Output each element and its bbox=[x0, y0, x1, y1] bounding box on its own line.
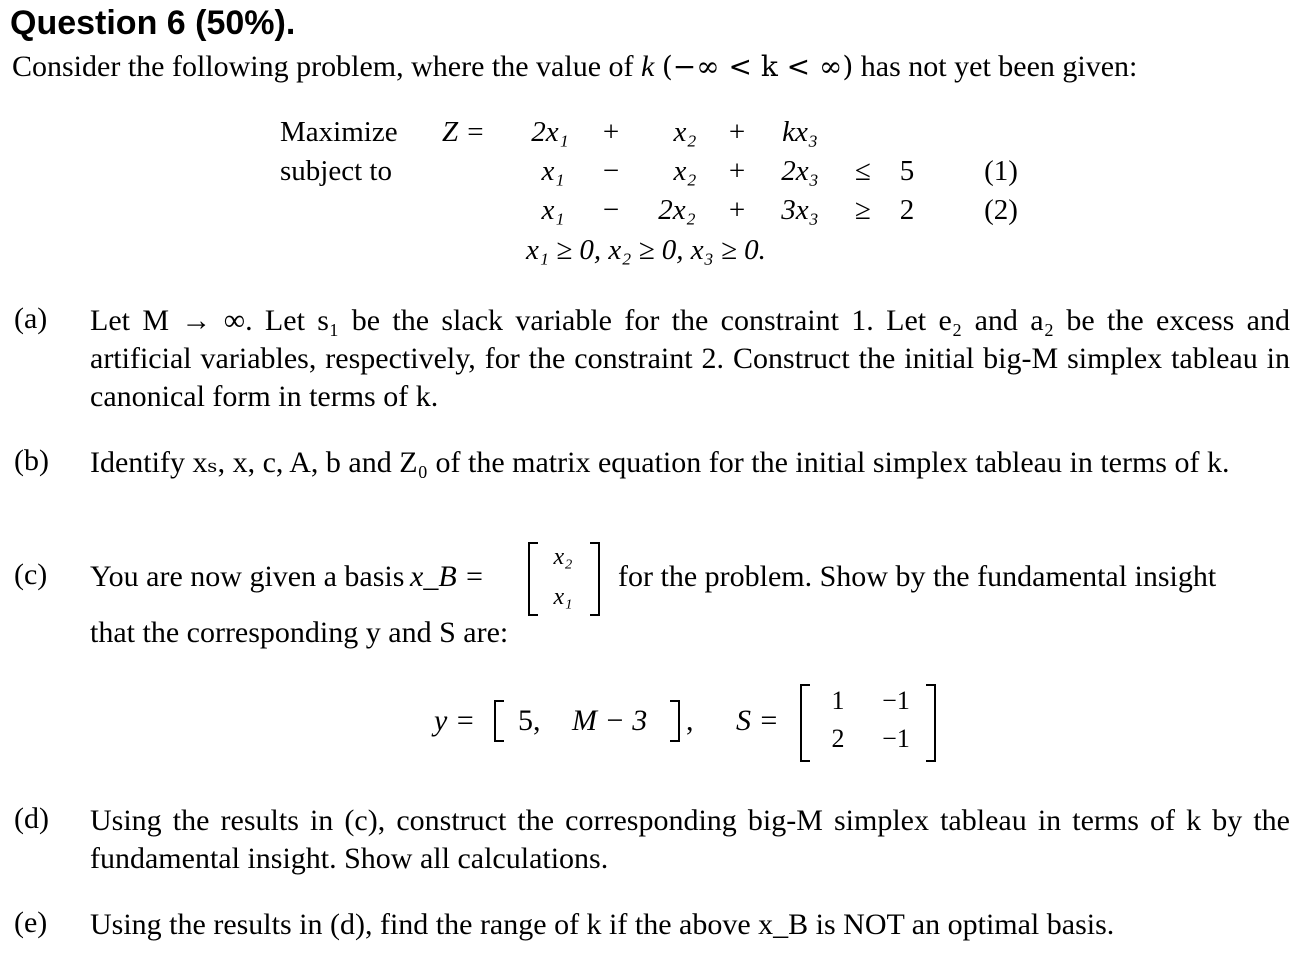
obj-term-1: 2x₁ bbox=[531, 116, 569, 148]
part-a-text: Let M → ∞. Let s₁ be the slack variable for the constraint 1. Let e₂ and a₂ be the excess and artificial variables, respectively, for the constraint 2. Construct the initial big-M simplex tableau in canonical form in terms of k. bbox=[90, 304, 1290, 413]
c1-term-1: x₁ bbox=[541, 155, 565, 187]
s-label: S = bbox=[736, 704, 779, 737]
c1-number: (1) bbox=[984, 155, 1018, 187]
y-right-bracket bbox=[670, 700, 680, 742]
maximize-label: Maximize bbox=[280, 116, 398, 148]
c2-rhs: 2 bbox=[899, 194, 915, 226]
c2-relation: ≥ bbox=[855, 194, 871, 226]
part-d-label: (d) bbox=[14, 802, 49, 835]
basis-right-bracket bbox=[590, 542, 600, 616]
part-b-text: Identify xₛ, x, c, A, b and Z₀ of the matrix equation for the initial simplex tableau in terms of k. bbox=[90, 446, 1230, 479]
intro-tail: has not yet been given: bbox=[860, 50, 1138, 83]
intro-line bbox=[12, 48, 1137, 86]
y-label: y = bbox=[434, 704, 476, 737]
y-left-bracket bbox=[494, 700, 504, 742]
c1-term-3: 2x₃ bbox=[781, 155, 819, 187]
c1-term-2: x₂ bbox=[673, 155, 697, 187]
nonnegativity: x₁ ≥ 0, x₂ ≥ 0, x₃ ≥ 0. bbox=[526, 234, 766, 266]
part-e-label: (e) bbox=[14, 906, 48, 939]
c1-rhs: 5 bbox=[899, 155, 915, 187]
c2-term-3: 3x₃ bbox=[781, 194, 819, 226]
intro-text: Consider the following problem, where the value of bbox=[12, 50, 634, 83]
s-left-bracket bbox=[800, 684, 810, 762]
c1-relation: ≤ bbox=[855, 155, 871, 187]
obj-term-2: x₂ bbox=[673, 116, 697, 148]
part-d-text: Using the results in (c), construct the corresponding big-M simplex tableau in terms of k by the fundamental insight. Show all calculations. bbox=[90, 804, 1290, 875]
c1-op-1: − bbox=[602, 155, 620, 187]
intro-range: (−∞ < k < ∞) bbox=[661, 50, 854, 83]
obj-op-1: + bbox=[602, 116, 620, 148]
s-right-bracket bbox=[926, 684, 936, 762]
s-matrix-r2c2: −1 bbox=[882, 724, 910, 753]
part-c-line2: that the corresponding y and S are: bbox=[90, 616, 509, 649]
question-title: Question 6 (50%). bbox=[10, 4, 296, 42]
intro-k: k bbox=[641, 50, 655, 83]
c2-number: (2) bbox=[984, 194, 1018, 226]
c2-term-2: 2x₂ bbox=[658, 194, 696, 226]
y-value-2: M − 3 bbox=[572, 704, 648, 737]
part-b-label: (b) bbox=[14, 444, 49, 477]
part-e-text: Using the results in (d), find the range of k if the above x_B is NOT an optimal basis. bbox=[90, 908, 1115, 941]
c2-op-1: − bbox=[602, 194, 620, 226]
part-c-label: (c) bbox=[14, 558, 48, 591]
objective-z: Z = bbox=[442, 116, 485, 148]
basis-left-bracket bbox=[528, 542, 538, 616]
basis-entry-2: x₁ bbox=[553, 584, 573, 610]
part-a-label: (a) bbox=[14, 302, 48, 335]
c2-term-1: x₁ bbox=[541, 194, 565, 226]
s-matrix-r1c2: −1 bbox=[882, 686, 910, 715]
c1-op-2: + bbox=[728, 155, 746, 187]
y-value-1: 5, bbox=[518, 704, 541, 737]
part-c-text-after: for the problem. Show by the fundamental insight bbox=[618, 560, 1217, 593]
basis-entry-1: x₂ bbox=[553, 544, 573, 570]
obj-op-2: + bbox=[728, 116, 746, 148]
obj-term-3: kx₃ bbox=[782, 116, 818, 148]
y-tail: , bbox=[686, 704, 694, 737]
part-c-xb-label: x_B = bbox=[410, 560, 485, 593]
s-matrix-r2c1: 2 bbox=[831, 724, 845, 753]
c2-op-2: + bbox=[728, 194, 746, 226]
s-matrix-r1c1: 1 bbox=[831, 686, 845, 715]
subject-to-label: subject to bbox=[280, 155, 392, 187]
part-c-text-before: You are now given a basis bbox=[90, 560, 405, 593]
